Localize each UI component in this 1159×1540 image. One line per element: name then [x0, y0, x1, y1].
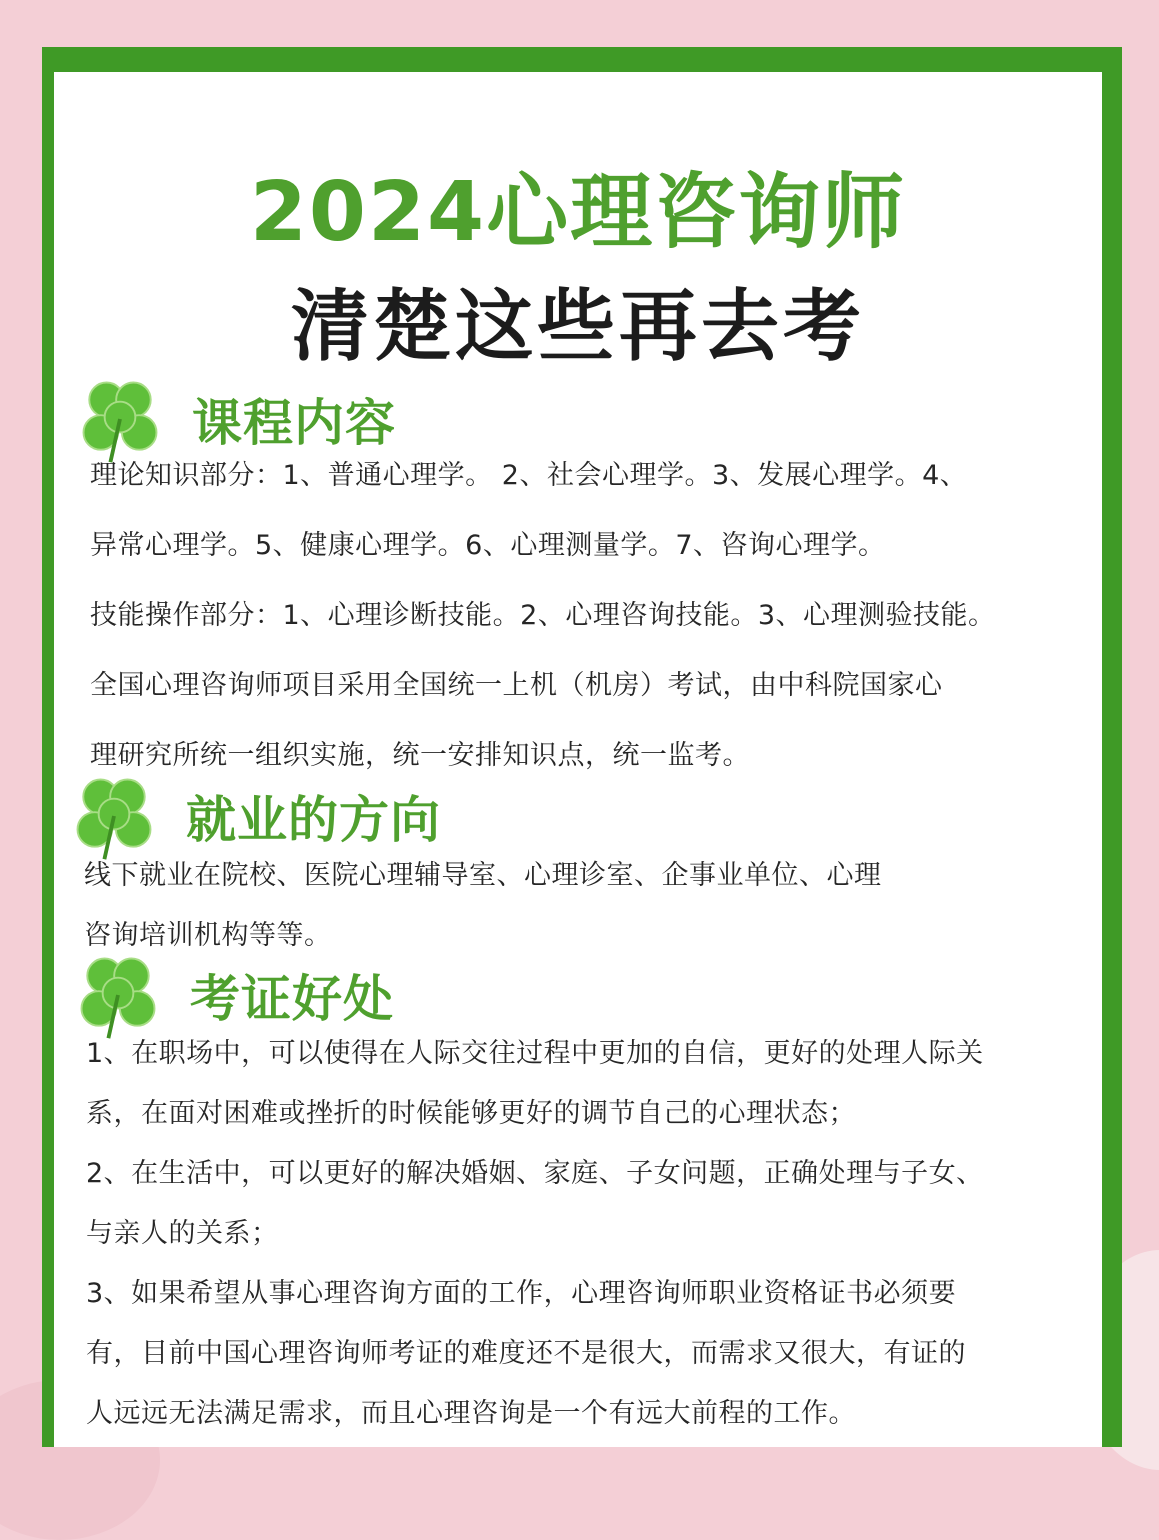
career-line-1: 线下就业在院校、医院心理辅导室、心理诊室、企事业单位、心理 [84, 860, 882, 891]
section-header-benefits [70, 947, 394, 1043]
section-header-career [66, 768, 441, 864]
course-line-2: 异常心理学。5、健康心理学。6、心理测量学。7、咨询心理学。 [90, 530, 886, 561]
poster-frame [42, 47, 1122, 1447]
course-line-5: 理研究所统一组织实施，统一安排知识点，统一监考。 [90, 740, 750, 771]
section-title-benefits: 考证好处 [190, 970, 394, 1028]
section-title-career: 就业的方向 [186, 791, 441, 849]
benefit-line-7: 人远远无法满足需求，而且心理咨询是一个有远大前程的工作。 [86, 1398, 856, 1429]
clover-icon [72, 371, 168, 467]
benefit-line-3: 2、在生活中，可以更好的解决婚姻、家庭、子女问题，正确处理与子女、 [86, 1158, 984, 1189]
course-line-4: 全国心理咨询师项目采用全国统一上机（机房）考试，由中科院国家心 [90, 670, 943, 701]
course-line-3: 技能操作部分：1、心理诊断技能。2、心理咨询技能。3、心理测验技能。 [90, 600, 996, 631]
main-title: 2024心理咨询师 [249, 165, 907, 260]
section-header-course [72, 371, 396, 467]
benefit-line-1: 1、在职场中，可以使得在人际交往过程中更加的自信，更好的处理人际关 [86, 1038, 984, 1069]
clover-icon [70, 947, 166, 1043]
sub-title: 清楚这些再去考 [290, 282, 865, 372]
benefit-line-5: 3、如果希望从事心理咨询方面的工作，心理咨询师职业资格证书必须要 [86, 1278, 957, 1309]
section-title-course: 课程内容 [192, 394, 396, 452]
clover-icon [66, 768, 162, 864]
benefit-line-6: 有，目前中国心理咨询师考证的难度还不是很大，而需求又很大，有证的 [86, 1338, 966, 1369]
course-line-1: 理论知识部分：1、普通心理学。 2、社会心理学。3、发展心理学。4、 [90, 460, 968, 491]
benefit-line-4: 与亲人的关系； [86, 1218, 279, 1249]
poster-content [54, 72, 1102, 1447]
career-line-2: 咨询培训机构等等。 [84, 920, 332, 951]
benefit-line-2: 系，在面对困难或挫折的时候能够更好的调节自己的心理状态； [86, 1098, 856, 1129]
